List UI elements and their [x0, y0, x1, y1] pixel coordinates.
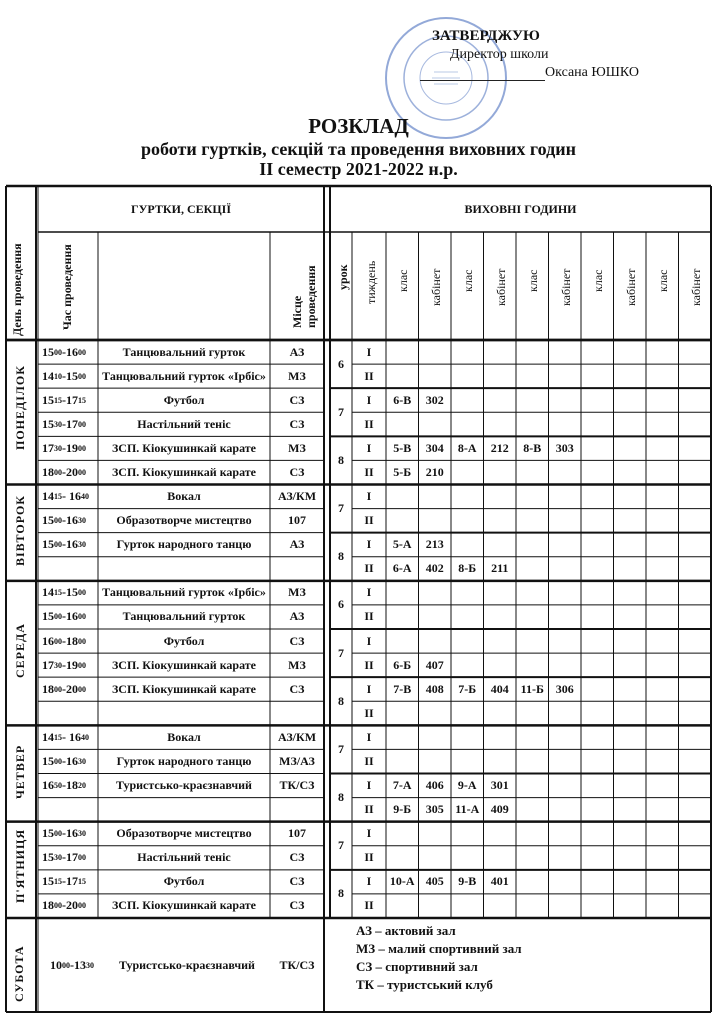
- club-time: 15 00 -16 00: [42, 609, 86, 624]
- week-number: I: [366, 874, 372, 889]
- class-cell: 5-В: [393, 440, 412, 455]
- club-name: Образотворче мистецтво: [116, 826, 252, 841]
- lesson-number: 7: [338, 404, 344, 419]
- class-room-header: клас: [526, 269, 540, 292]
- room-cell: 304: [425, 440, 444, 455]
- lesson-number: 8: [338, 693, 344, 708]
- club-name: ЗСП. Кіокушинкай карате: [111, 898, 257, 913]
- class-room-header: клас: [656, 269, 670, 292]
- club-time: [38, 798, 98, 822]
- club-time: 15 30 -17 00: [42, 850, 86, 865]
- legend-item: ТК – туристський клуб: [356, 977, 493, 992]
- room-cell: 212: [490, 440, 509, 455]
- class-cell: 11-Б: [520, 681, 544, 696]
- class-cell: 8-Б: [458, 561, 477, 576]
- lesson-number: 8: [338, 790, 344, 805]
- week-number: I: [366, 778, 372, 793]
- room-cell: 211: [491, 561, 509, 576]
- club-time: 15 00 -16 30: [42, 513, 86, 528]
- club-time: 17 30 -19 00: [42, 657, 86, 672]
- club-time: 14 15 - 16 40: [42, 729, 89, 744]
- club-name: Футбол: [163, 633, 205, 648]
- semester-label: II семестр 2021-2022 н.р.: [259, 159, 458, 179]
- class-cell: 7-А: [392, 778, 412, 793]
- class-cell: 9-А: [457, 778, 477, 793]
- club-place: АЗ: [289, 609, 305, 624]
- week-number: I: [366, 633, 372, 648]
- room-cell: 305: [425, 802, 444, 817]
- club-place: [270, 701, 324, 725]
- club-place: ТК/СЗ: [279, 778, 315, 793]
- class-cell: 9-В: [458, 874, 477, 889]
- class-room-header: кабінет: [688, 268, 703, 306]
- clubs-header: ГУРТКИ, СЕКЦІЇ: [130, 201, 231, 216]
- week-number: II: [364, 705, 374, 720]
- club-time: 15 00 -16 30: [42, 537, 86, 552]
- club-time: 10 00 -13 30: [50, 957, 94, 972]
- club-name: Настільний теніс: [137, 850, 231, 865]
- week-header: тиждень: [364, 260, 378, 304]
- room-cell: 402: [425, 561, 444, 576]
- room-cell: 406: [425, 778, 444, 793]
- club-name: ЗСП. Кіокушинкай карате: [111, 681, 257, 696]
- week-number: II: [364, 368, 374, 383]
- club-place: СЗ: [289, 416, 305, 431]
- legend: [356, 922, 522, 994]
- week-number: II: [364, 657, 374, 672]
- club-place: [270, 798, 324, 822]
- day-label: ЧЕТВЕР: [13, 744, 27, 799]
- club-name: ЗСП. Кіокушинкай карате: [111, 657, 257, 672]
- club-place: 107: [288, 826, 306, 841]
- club-time: 18 00 -20 00: [42, 681, 86, 696]
- club-time: 14 15 -15 00: [42, 585, 86, 600]
- class-cell: 10-А: [389, 874, 415, 889]
- lesson-number: 7: [338, 501, 344, 516]
- class-cell: 6-Б: [393, 657, 412, 672]
- club-name: Футбол: [163, 392, 205, 407]
- club-time: 18 00 -20 00: [42, 464, 86, 479]
- club-name: Настільний теніс: [137, 416, 231, 431]
- room-cell: 213: [425, 537, 444, 552]
- lesson-number: 8: [338, 452, 344, 467]
- week-number: I: [366, 585, 372, 600]
- class-cell: 9-Б: [393, 802, 412, 817]
- hours-header: ВИХОВНІ ГОДИНИ: [464, 201, 577, 216]
- club-place: СЗ: [289, 633, 305, 648]
- club-name: Гурток народного танцю: [116, 753, 252, 768]
- club-name: Туристсько-краєзнавчий: [119, 957, 255, 972]
- class-room-header: кабінет: [428, 268, 443, 306]
- club-time: 14 10 -15 00: [42, 368, 86, 383]
- room-cell: 303: [555, 440, 574, 455]
- club-name: [98, 557, 270, 581]
- week-number: II: [364, 898, 374, 913]
- place-header: Місце проведення: [290, 265, 318, 328]
- day-label: СЕРЕДА: [13, 623, 27, 679]
- legend-item: АЗ – актовий зал: [356, 923, 456, 938]
- club-name: Туристсько-краєзнавчий: [116, 778, 252, 793]
- class-room-header: клас: [461, 269, 475, 292]
- club-name: Образотворче мистецтво: [116, 513, 252, 528]
- class-room-header: кабінет: [623, 268, 638, 306]
- club-name: Танцювальний гурток: [122, 344, 246, 359]
- club-place: МЗ: [288, 585, 306, 600]
- week-number: II: [364, 850, 374, 865]
- club-name: ЗСП. Кіокушинкай карате: [111, 464, 257, 479]
- class-cell: 6-А: [392, 561, 412, 576]
- lesson-header: урок: [336, 264, 350, 290]
- room-cell: 409: [490, 802, 509, 817]
- class-cell: 7-Б: [458, 681, 477, 696]
- lesson-number: 7: [338, 838, 344, 853]
- lesson-number: 7: [338, 645, 344, 660]
- club-name: Танцювальний гурток «Ірбіс»: [102, 368, 266, 383]
- club-place: СЗ: [289, 681, 305, 696]
- club-time: [38, 701, 98, 725]
- room-cell: 405: [425, 874, 444, 889]
- club-time: 15 30 -17 00: [42, 416, 86, 431]
- week-number: I: [366, 537, 372, 552]
- club-time: 16 50 -18 20: [42, 778, 86, 793]
- time-header: Час проведення: [60, 244, 74, 330]
- class-cell: 8-В: [523, 440, 542, 455]
- lesson-number: 6: [338, 356, 344, 371]
- day-label: СУБОТА: [12, 945, 26, 1002]
- class-cell: 11-А: [455, 802, 480, 817]
- day-label: П'ЯТНИЦЯ: [13, 829, 27, 904]
- week-number: II: [364, 464, 374, 479]
- club-place: 107: [288, 513, 306, 528]
- club-name: ЗСП. Кіокушинкай карате: [111, 440, 257, 455]
- club-place: СЗ: [289, 874, 305, 889]
- class-room-header: клас: [591, 269, 605, 292]
- lesson-number: 8: [338, 886, 344, 901]
- club-time: 16 00 -18 00: [42, 633, 86, 648]
- room-cell: 302: [425, 392, 444, 407]
- lesson-number: 8: [338, 549, 344, 564]
- day-label: ПОНЕДІЛОК: [13, 365, 27, 451]
- club-place: АЗ/КМ: [277, 729, 317, 744]
- week-number: I: [366, 729, 372, 744]
- club-place: МЗ/АЗ: [279, 753, 315, 768]
- class-cell: 6-В: [393, 392, 412, 407]
- approval-name: Оксана ЮШКО: [545, 65, 639, 80]
- club-name: Танцювальний гурток «Ірбіс»: [102, 585, 266, 600]
- room-cell: 408: [425, 681, 444, 696]
- club-time: 15 00 -16 30: [42, 753, 86, 768]
- class-cell: 5-Б: [393, 464, 412, 479]
- club-name: Гурток народного танцю: [116, 537, 252, 552]
- class-room-header: кабінет: [493, 268, 508, 306]
- room-cell: 401: [490, 874, 509, 889]
- week-number: I: [366, 392, 372, 407]
- lesson-number: 7: [338, 741, 344, 756]
- club-time: 15 15 -17 15: [42, 392, 86, 407]
- club-time: 15 15 -17 15: [42, 874, 86, 889]
- club-name: Вокал: [167, 489, 201, 504]
- week-number: II: [364, 802, 374, 817]
- week-number: II: [364, 609, 374, 624]
- club-time: 18 00 -20 00: [42, 898, 86, 913]
- week-number: II: [364, 561, 374, 576]
- club-place: АЗ/КМ: [277, 489, 317, 504]
- lesson-number: 6: [338, 597, 344, 612]
- room-cell: 306: [555, 681, 574, 696]
- club-time: 15 00 -16 30: [42, 826, 86, 841]
- page-subtitle: роботи гуртків, секцій та проведення виховних годин: [141, 139, 576, 159]
- club-place: АЗ: [289, 537, 305, 552]
- class-cell: 5-А: [392, 537, 412, 552]
- club-place: МЗ: [288, 657, 306, 672]
- room-cell: 210: [425, 464, 444, 479]
- club-place: СЗ: [289, 464, 305, 479]
- club-place: ТК/СЗ: [279, 957, 315, 972]
- club-name: Вокал: [167, 729, 201, 744]
- club-time: 17 30 -19 00: [42, 440, 86, 455]
- class-cell: 8-А: [457, 440, 477, 455]
- week-number: II: [364, 753, 374, 768]
- club-place: МЗ: [288, 440, 306, 455]
- club-place: СЗ: [289, 392, 305, 407]
- class-room-header: клас: [396, 269, 410, 292]
- club-name: [98, 798, 270, 822]
- page-title: РОЗКЛАД: [308, 114, 409, 138]
- club-place: СЗ: [289, 850, 305, 865]
- week-number: I: [366, 826, 372, 841]
- club-place: [270, 557, 324, 581]
- approval-position: Директор школи: [450, 47, 549, 62]
- club-time: [38, 557, 98, 581]
- day-column-header: День проведення: [10, 243, 24, 336]
- room-cell: 407: [425, 657, 444, 672]
- week-number: I: [366, 681, 372, 696]
- class-room-header: кабінет: [558, 268, 573, 306]
- legend-item: МЗ – малий спортивний зал: [356, 941, 522, 956]
- week-number: II: [364, 513, 374, 528]
- room-cell: 404: [490, 681, 509, 696]
- day-label: ВІВТОРОК: [13, 495, 27, 567]
- class-cell: 7-В: [393, 681, 412, 696]
- club-name: Футбол: [163, 874, 205, 889]
- club-place: АЗ: [289, 344, 305, 359]
- approval-title: ЗАТВЕРДЖУЮ: [432, 28, 540, 44]
- legend-item: СЗ – спортивний зал: [356, 959, 478, 974]
- club-place: МЗ: [288, 368, 306, 383]
- club-time: 14 15 - 16 40: [42, 489, 89, 504]
- club-time: 15 00 -16 00: [42, 344, 86, 359]
- club-name: Танцювальний гурток: [122, 609, 246, 624]
- club-name: [98, 701, 270, 725]
- week-number: I: [366, 344, 372, 359]
- week-number: I: [366, 489, 372, 504]
- club-place: СЗ: [289, 898, 305, 913]
- week-number: I: [366, 440, 372, 455]
- room-cell: 301: [490, 778, 509, 793]
- week-number: II: [364, 416, 374, 431]
